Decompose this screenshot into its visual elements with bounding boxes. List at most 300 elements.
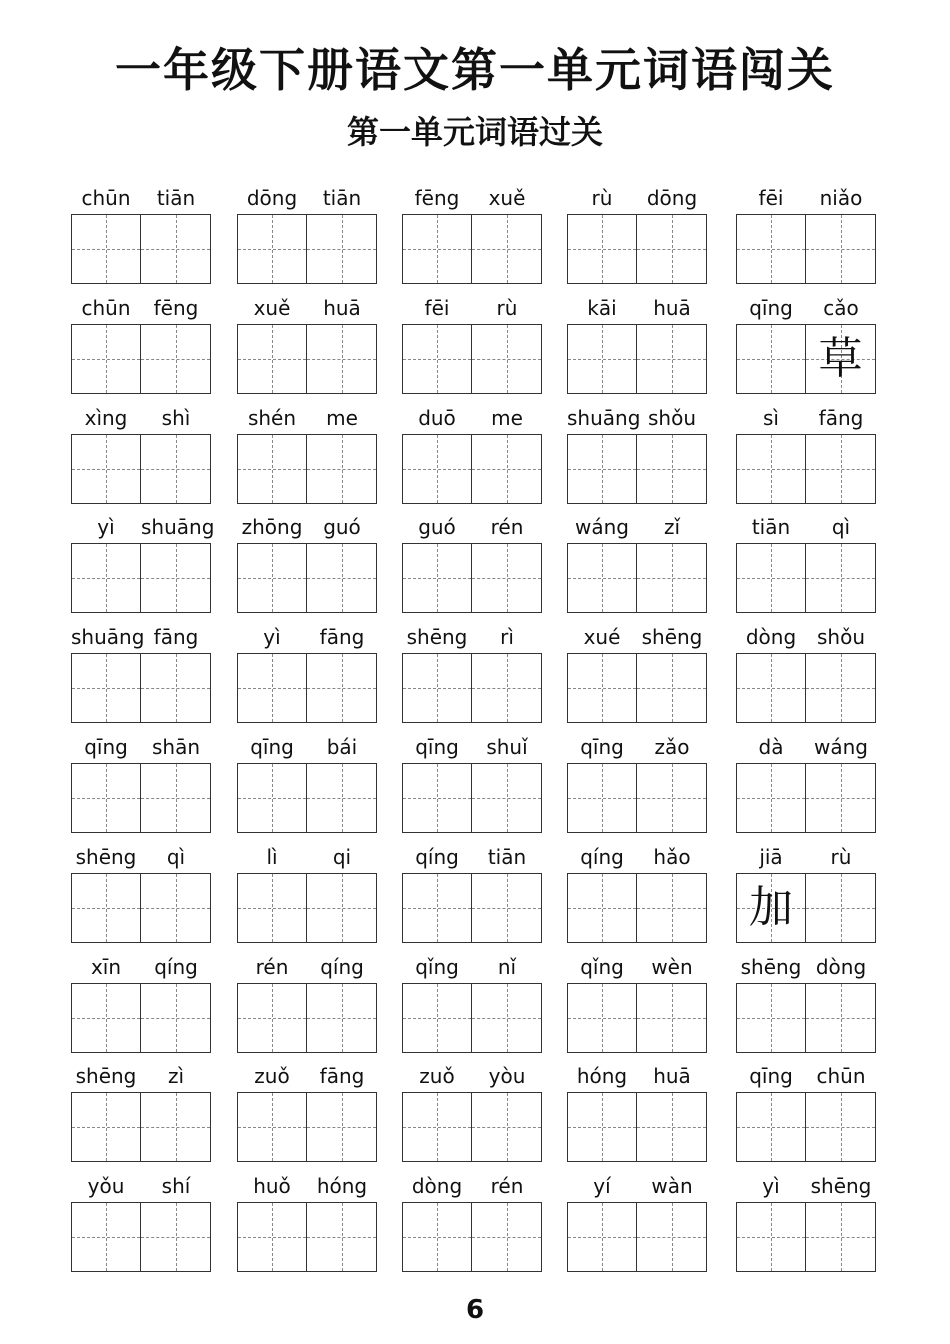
tianzige-box[interactable] xyxy=(141,324,211,394)
guide-line-horizontal xyxy=(141,908,210,909)
tianzige-box[interactable] xyxy=(402,653,472,723)
pinyin-label: rén xyxy=(490,1174,524,1198)
guide-line-horizontal xyxy=(141,1018,210,1019)
tianzige-box[interactable] xyxy=(402,214,472,284)
word-cell xyxy=(402,1062,542,1162)
pinyin-label: shǒu xyxy=(816,625,865,649)
guide-line-horizontal xyxy=(141,469,210,470)
tianzige-box[interactable] xyxy=(637,1092,707,1162)
word-cell xyxy=(71,294,211,394)
pinyin-label: qíng xyxy=(580,845,624,869)
tianzige-box[interactable] xyxy=(307,324,377,394)
guide-line-horizontal xyxy=(806,578,875,579)
tianzige-box[interactable] xyxy=(567,763,637,833)
writing-boxes xyxy=(237,434,377,504)
guide-line-horizontal xyxy=(403,249,471,250)
tianzige-box[interactable] xyxy=(237,324,307,394)
pinyin-label: chūn xyxy=(816,1064,866,1088)
writing-boxes xyxy=(402,1202,542,1272)
guide-line-horizontal xyxy=(72,688,140,689)
written-character: 加 xyxy=(749,882,793,933)
tianzige-box[interactable] xyxy=(237,873,307,943)
word-cell xyxy=(402,733,542,833)
writing-boxes xyxy=(736,214,876,284)
pinyin-label: hóng xyxy=(576,1064,628,1088)
tianzige-box[interactable] xyxy=(472,434,542,504)
pinyin-label: fēng xyxy=(414,186,460,210)
pinyin-label: rù xyxy=(830,845,852,869)
tianzige-box[interactable] xyxy=(141,214,211,284)
writing-boxes xyxy=(567,434,707,504)
word-cell xyxy=(567,1062,707,1162)
pinyin-label: zǐ xyxy=(663,515,681,539)
guide-line-horizontal xyxy=(472,688,541,689)
guide-line-horizontal xyxy=(806,688,875,689)
tianzige-box[interactable] xyxy=(402,873,472,943)
tianzige-box[interactable] xyxy=(71,543,141,613)
tianzige-box[interactable] xyxy=(141,434,211,504)
pinyin-label: qíng xyxy=(320,955,364,979)
tianzige-box[interactable] xyxy=(567,214,637,284)
tianzige-box[interactable] xyxy=(237,763,307,833)
pinyin-label: zuǒ xyxy=(254,1064,290,1088)
tianzige-box[interactable] xyxy=(307,653,377,723)
word-cell xyxy=(567,184,707,284)
pinyin-label: yì xyxy=(97,515,115,539)
writing-boxes xyxy=(237,214,377,284)
tianzige-box[interactable] xyxy=(141,1092,211,1162)
guide-line-horizontal xyxy=(568,688,636,689)
pinyin-label: zǎo xyxy=(654,735,690,759)
word-cell xyxy=(237,843,377,943)
writing-boxes xyxy=(402,983,542,1053)
guide-line-horizontal xyxy=(238,578,306,579)
tianzige-box[interactable] xyxy=(736,324,806,394)
tianzige-box[interactable] xyxy=(71,1202,141,1272)
writing-boxes xyxy=(71,1202,211,1272)
guide-line-horizontal xyxy=(403,469,471,470)
pinyin-label: qīng xyxy=(84,735,128,759)
pinyin-label: tiān xyxy=(322,186,362,210)
guide-line-horizontal xyxy=(403,798,471,799)
tianzige-box[interactable] xyxy=(71,653,141,723)
tianzige-box[interactable] xyxy=(736,1202,806,1272)
tianzige-box[interactable] xyxy=(307,763,377,833)
tianzige-box[interactable] xyxy=(71,873,141,943)
tianzige-box[interactable] xyxy=(402,324,472,394)
tianzige-box[interactable] xyxy=(237,543,307,613)
tianzige-box[interactable] xyxy=(637,324,707,394)
pinyin-label: fāng xyxy=(319,625,365,649)
word-cell xyxy=(237,623,377,723)
tianzige-box[interactable] xyxy=(307,1202,377,1272)
tianzige-box[interactable] xyxy=(402,434,472,504)
pinyin-label: dòng xyxy=(411,1174,463,1198)
guide-line-horizontal xyxy=(637,249,706,250)
tianzige-box[interactable] xyxy=(567,873,637,943)
guide-line-horizontal xyxy=(141,798,210,799)
tianzige-box[interactable] xyxy=(237,214,307,284)
tianzige-box[interactable] xyxy=(472,653,542,723)
guide-line-horizontal xyxy=(307,1018,376,1019)
pinyin-label: me xyxy=(326,406,358,430)
guide-line-horizontal xyxy=(72,908,140,909)
tianzige-box[interactable] xyxy=(736,873,806,943)
pinyin-label: yì xyxy=(263,625,281,649)
writing-boxes xyxy=(567,873,707,943)
guide-line-horizontal xyxy=(141,688,210,689)
pinyin-label: lì xyxy=(266,845,278,869)
word-cell xyxy=(71,513,215,613)
tianzige-box[interactable] xyxy=(141,873,211,943)
pinyin-label: shuāng xyxy=(71,625,145,649)
pinyin-label: rù xyxy=(496,296,518,320)
pinyin-label: qíng xyxy=(154,955,198,979)
guide-line-horizontal xyxy=(238,469,306,470)
pinyin-label: wáng xyxy=(575,515,629,539)
guide-line-horizontal xyxy=(72,359,140,360)
tianzige-box[interactable] xyxy=(567,653,637,723)
word-cell xyxy=(402,1172,542,1272)
pinyin-label: fēi xyxy=(758,186,784,210)
word-cell xyxy=(402,513,542,613)
pinyin-label: qì xyxy=(166,845,186,869)
word-cell xyxy=(402,184,542,284)
tianzige-box[interactable] xyxy=(237,983,307,1053)
writing-boxes xyxy=(237,543,377,613)
tianzige-box[interactable] xyxy=(237,653,307,723)
pinyin-label: qǐng xyxy=(415,955,459,979)
word-cell xyxy=(736,404,876,504)
tianzige-box[interactable] xyxy=(472,214,542,284)
guide-line-horizontal xyxy=(403,1127,471,1128)
guide-line-horizontal xyxy=(307,1127,376,1128)
tianzige-box[interactable] xyxy=(637,434,707,504)
pinyin-label: huā xyxy=(653,296,691,320)
word-cell xyxy=(71,1172,211,1272)
tianzige-box[interactable] xyxy=(637,214,707,284)
guide-line-horizontal xyxy=(403,1237,471,1238)
pinyin-label: tiān xyxy=(751,515,791,539)
tianzige-box[interactable] xyxy=(806,543,876,613)
guide-line-horizontal xyxy=(307,798,376,799)
pinyin-label: qīng xyxy=(749,1064,793,1088)
writing-boxes xyxy=(402,543,542,613)
word-cell xyxy=(71,953,211,1053)
guide-line-horizontal xyxy=(72,578,140,579)
tianzige-box[interactable] xyxy=(141,763,211,833)
page-title: 一年级下册语文第一单元词语闯关 xyxy=(115,43,835,97)
tianzige-box[interactable] xyxy=(567,434,637,504)
word-cell xyxy=(237,184,377,284)
writing-boxes xyxy=(71,434,211,504)
pinyin-label: xuě xyxy=(488,186,526,210)
pinyin-label: qi xyxy=(332,845,352,869)
word-cell xyxy=(237,513,377,613)
guide-line-horizontal xyxy=(637,798,706,799)
guide-line-horizontal xyxy=(403,1018,471,1019)
guide-line-horizontal xyxy=(238,688,306,689)
guide-line-horizontal xyxy=(737,469,805,470)
tianzige-box[interactable] xyxy=(736,653,806,723)
tianzige-box[interactable] xyxy=(307,1092,377,1162)
pinyin-label: shān xyxy=(151,735,201,759)
word-cell xyxy=(237,1062,377,1162)
tianzige-box[interactable] xyxy=(472,873,542,943)
word-cell xyxy=(567,513,707,613)
tianzige-box[interactable] xyxy=(567,1202,637,1272)
pinyin-label: shēng xyxy=(75,1064,137,1088)
guide-line-horizontal xyxy=(141,578,210,579)
pinyin-label: huā xyxy=(323,296,361,320)
pinyin-label: xuě xyxy=(253,296,291,320)
guide-line-horizontal xyxy=(72,469,140,470)
word-cell xyxy=(567,404,707,504)
pinyin-label: rén xyxy=(490,515,524,539)
tianzige-box[interactable] xyxy=(71,214,141,284)
tianzige-box[interactable] xyxy=(402,1202,472,1272)
guide-line-horizontal xyxy=(637,1237,706,1238)
tianzige-box[interactable] xyxy=(307,983,377,1053)
guide-line-horizontal xyxy=(472,249,541,250)
pinyin-label: nǐ xyxy=(497,955,517,979)
guide-line-horizontal xyxy=(472,798,541,799)
pinyin-label: shí xyxy=(161,1174,191,1198)
word-cell xyxy=(736,184,876,284)
writing-boxes xyxy=(736,434,876,504)
pinyin-label: fāng xyxy=(153,625,199,649)
word-cell xyxy=(402,623,542,723)
writing-boxes xyxy=(402,214,542,284)
tianzige-box[interactable] xyxy=(472,983,542,1053)
guide-line-horizontal xyxy=(637,359,706,360)
guide-line-horizontal xyxy=(568,578,636,579)
tianzige-box[interactable] xyxy=(237,1092,307,1162)
writing-boxes xyxy=(71,214,211,284)
guide-line-horizontal xyxy=(72,1018,140,1019)
guide-line-horizontal xyxy=(806,1127,875,1128)
guide-line-horizontal xyxy=(403,359,471,360)
guide-line-horizontal xyxy=(568,1018,636,1019)
writing-boxes xyxy=(237,873,377,943)
tianzige-box[interactable] xyxy=(637,543,707,613)
tianzige-box[interactable] xyxy=(806,324,876,394)
tianzige-box[interactable] xyxy=(472,763,542,833)
pinyin-label: wàn xyxy=(651,1174,693,1198)
tianzige-box[interactable] xyxy=(472,1202,542,1272)
pinyin-label: jiā xyxy=(759,845,783,869)
tianzige-box[interactable] xyxy=(637,1202,707,1272)
word-cell xyxy=(736,1062,876,1162)
guide-line-horizontal xyxy=(737,1018,805,1019)
tianzige-box[interactable] xyxy=(567,543,637,613)
tianzige-box[interactable] xyxy=(736,1092,806,1162)
writing-boxes xyxy=(237,1092,377,1162)
tianzige-box[interactable] xyxy=(237,1202,307,1272)
tianzige-box[interactable] xyxy=(307,543,377,613)
pinyin-label: dōng xyxy=(246,186,298,210)
guide-line-horizontal xyxy=(737,798,805,799)
tianzige-box[interactable] xyxy=(806,214,876,284)
pinyin-label: qīng xyxy=(749,296,793,320)
pinyin-label: qīng xyxy=(415,735,459,759)
tianzige-box[interactable] xyxy=(637,763,707,833)
tianzige-box[interactable] xyxy=(736,434,806,504)
guide-line-horizontal xyxy=(141,359,210,360)
pinyin-label: chūn xyxy=(81,296,131,320)
tianzige-box[interactable] xyxy=(806,434,876,504)
tianzige-box[interactable] xyxy=(71,434,141,504)
pinyin-label: guó xyxy=(323,515,361,539)
word-cell xyxy=(71,733,211,833)
writing-boxes xyxy=(567,1202,707,1272)
tianzige-box[interactable] xyxy=(806,653,876,723)
pinyin-label: fāng xyxy=(319,1064,365,1088)
word-cell xyxy=(736,733,876,833)
word-cell xyxy=(71,1062,211,1162)
tianzige-box[interactable] xyxy=(472,1092,542,1162)
tianzige-box[interactable] xyxy=(402,543,472,613)
guide-line-horizontal xyxy=(307,359,376,360)
tianzige-box[interactable] xyxy=(71,983,141,1053)
tianzige-box[interactable] xyxy=(307,214,377,284)
pinyin-label: qīng xyxy=(580,735,624,759)
tianzige-box[interactable] xyxy=(806,763,876,833)
guide-line-horizontal xyxy=(806,249,875,250)
tianzige-box[interactable] xyxy=(141,543,211,613)
word-cell xyxy=(402,843,542,943)
writing-boxes xyxy=(237,983,377,1053)
guide-line-horizontal xyxy=(806,1018,875,1019)
tianzige-box[interactable] xyxy=(637,873,707,943)
guide-line-horizontal xyxy=(238,1018,306,1019)
guide-line-horizontal xyxy=(72,249,140,250)
tianzige-box[interactable] xyxy=(307,873,377,943)
tianzige-box[interactable] xyxy=(736,763,806,833)
pinyin-label: shēng xyxy=(740,955,802,979)
word-cell xyxy=(736,843,876,943)
guide-line-horizontal xyxy=(637,1018,706,1019)
writing-boxes xyxy=(567,1092,707,1162)
tianzige-box[interactable] xyxy=(141,653,211,723)
guide-line-horizontal xyxy=(568,1237,636,1238)
tianzige-box[interactable] xyxy=(637,653,707,723)
writing-boxes xyxy=(567,214,707,284)
page-number: 6 xyxy=(465,1295,485,1325)
writing-boxes xyxy=(71,543,211,613)
pinyin-label: rì xyxy=(500,625,514,649)
tianzige-box[interactable] xyxy=(141,983,211,1053)
writing-boxes xyxy=(71,324,211,394)
tianzige-box[interactable] xyxy=(736,983,806,1053)
tianzige-box[interactable] xyxy=(71,763,141,833)
tianzige-box[interactable] xyxy=(307,434,377,504)
writing-boxes xyxy=(71,653,211,723)
tianzige-box[interactable] xyxy=(736,543,806,613)
guide-line-horizontal xyxy=(472,908,541,909)
tianzige-box[interactable] xyxy=(71,1092,141,1162)
tianzige-box[interactable] xyxy=(237,434,307,504)
tianzige-box[interactable] xyxy=(141,1202,211,1272)
writing-boxes xyxy=(402,763,542,833)
pinyin-label: shuǐ xyxy=(486,735,528,759)
guide-line-horizontal xyxy=(72,798,140,799)
pinyin-label: kāi xyxy=(587,296,617,320)
pinyin-label: shēng xyxy=(406,625,468,649)
pinyin-label: dòng xyxy=(745,625,797,649)
pinyin-label: dōng xyxy=(646,186,698,210)
guide-line-horizontal xyxy=(568,249,636,250)
pinyin-label: zuǒ xyxy=(419,1064,455,1088)
pinyin-label: huǒ xyxy=(253,1174,291,1198)
word-cell xyxy=(567,623,707,723)
pinyin-label: duō xyxy=(418,406,456,430)
guide-line-horizontal xyxy=(737,578,805,579)
pinyin-label: guó xyxy=(418,515,456,539)
word-cell xyxy=(402,294,542,394)
pinyin-label: fāng xyxy=(818,406,864,430)
guide-line-horizontal xyxy=(637,688,706,689)
word-cell xyxy=(71,404,211,504)
writing-boxes xyxy=(237,653,377,723)
pinyin-label: wáng xyxy=(814,735,868,759)
pinyin-label: shuāng xyxy=(567,406,641,430)
pinyin-label: qīng xyxy=(250,735,294,759)
tianzige-box[interactable] xyxy=(736,214,806,284)
word-cell xyxy=(567,843,707,943)
tianzige-box[interactable] xyxy=(567,1092,637,1162)
tianzige-box[interactable] xyxy=(472,543,542,613)
guide-line-horizontal xyxy=(806,908,875,909)
guide-line-horizontal xyxy=(238,908,306,909)
word-cell xyxy=(237,733,377,833)
tianzige-box[interactable] xyxy=(402,763,472,833)
guide-line-horizontal xyxy=(637,1127,706,1128)
pinyin-label: shēng xyxy=(641,625,703,649)
guide-line-horizontal xyxy=(141,1127,210,1128)
pinyin-label: bái xyxy=(326,735,358,759)
tianzige-box[interactable] xyxy=(567,324,637,394)
tianzige-box[interactable] xyxy=(402,1092,472,1162)
pinyin-label: dà xyxy=(758,735,784,759)
tianzige-box[interactable] xyxy=(567,983,637,1053)
guide-line-horizontal xyxy=(637,578,706,579)
tianzige-box[interactable] xyxy=(806,873,876,943)
pinyin-label: cǎo xyxy=(823,296,859,320)
tianzige-box[interactable] xyxy=(637,983,707,1053)
tianzige-box[interactable] xyxy=(806,983,876,1053)
guide-line-horizontal xyxy=(72,1127,140,1128)
guide-line-horizontal xyxy=(472,1237,541,1238)
word-cell xyxy=(402,404,542,504)
tianzige-box[interactable] xyxy=(806,1202,876,1272)
word-cell xyxy=(736,623,876,723)
guide-line-horizontal xyxy=(637,469,706,470)
guide-line-horizontal xyxy=(238,798,306,799)
guide-line-horizontal xyxy=(737,249,805,250)
writing-boxes xyxy=(567,763,707,833)
tianzige-box[interactable] xyxy=(71,324,141,394)
pinyin-label: qíng xyxy=(415,845,459,869)
pinyin-label: dòng xyxy=(815,955,867,979)
writing-boxes xyxy=(567,543,707,613)
tianzige-box[interactable] xyxy=(472,324,542,394)
tianzige-box[interactable] xyxy=(402,983,472,1053)
pinyin-label: shì xyxy=(161,406,191,430)
word-cell xyxy=(237,294,377,394)
tianzige-box[interactable] xyxy=(806,1092,876,1162)
pinyin-label: zì xyxy=(167,1064,185,1088)
